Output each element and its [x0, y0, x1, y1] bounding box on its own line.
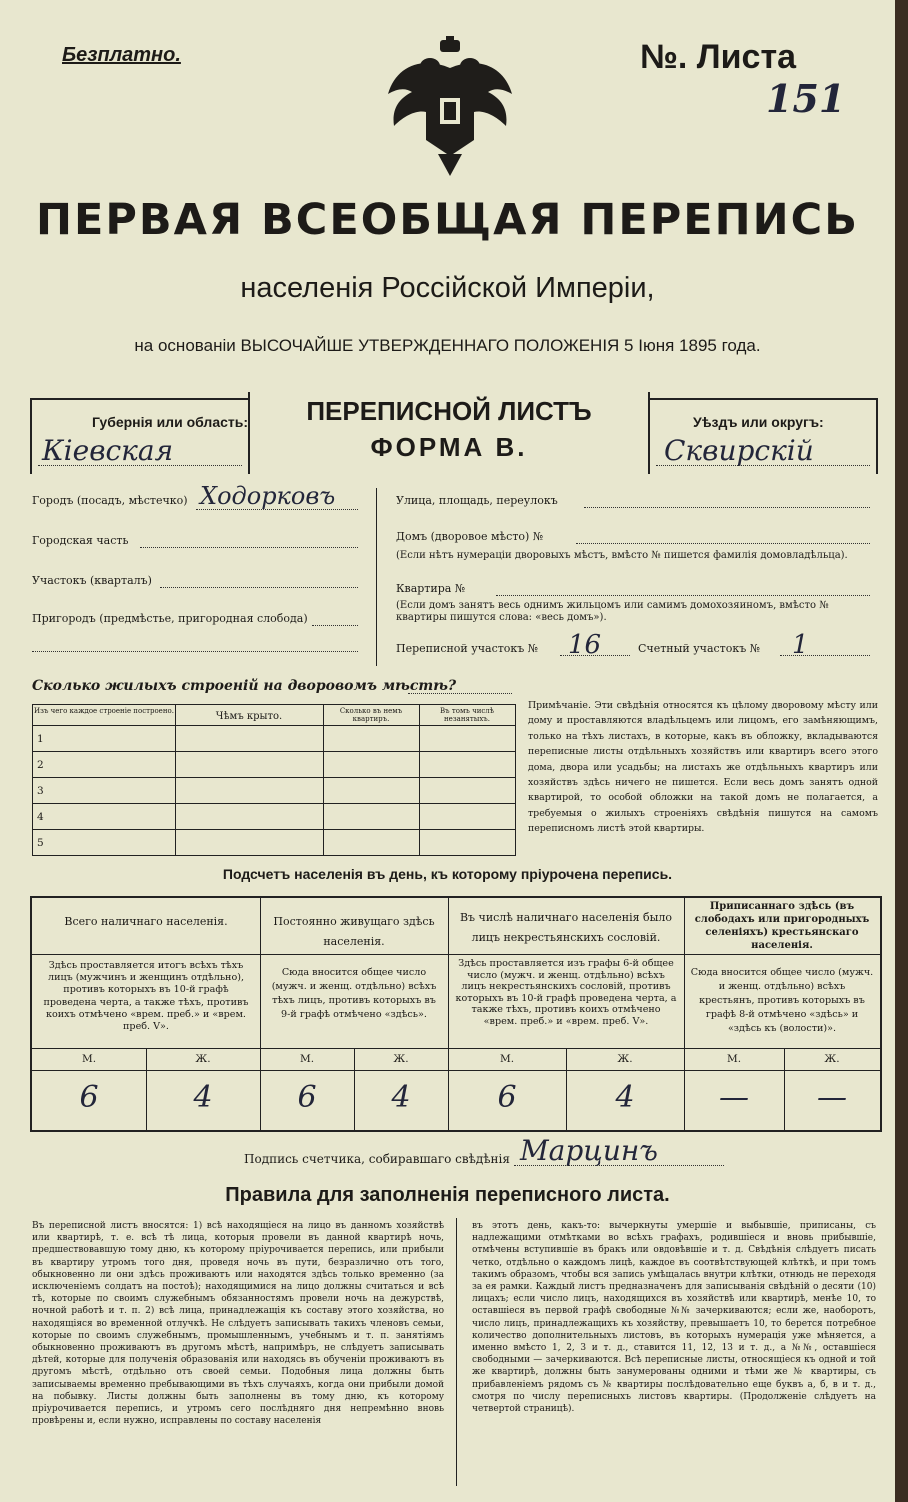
house-label: Домъ (дворовое мѣсто) № — [396, 530, 544, 543]
count-district-value: 1 — [792, 630, 809, 660]
enumerator-signature-label: Подпись счетчика, собиравшаго свѣдѣнія — [244, 1152, 510, 1166]
house-note: (Если нѣтъ нумераціи дворовыхъ мѣстъ, вмѣсто № пишется фамилія домовладѣльца). — [396, 550, 848, 561]
count-district-label: Счетный участокъ № — [638, 642, 761, 655]
population-count-title: Подсчетъ населенія въ день, къ которому пріурочена перепись. — [222, 866, 673, 882]
pop-sub-male: М. — [726, 1053, 742, 1065]
apartment-note: (Если домъ занятъ весь однимъ жильцомъ или самимъ домохозяиномъ, вмѣсто № квартиры пишутся слова: «весь домъ»). — [396, 600, 829, 623]
pop-col-registered-desc: Сюда вносится общее число (мужч. и женщ. отдѣльно) всѣхъ крестьянъ, противъ которыхъ въ графѣ 8-й отмѣчено «здѣсь» и «здѣсь къ (волости)». — [690, 967, 874, 1034]
uyezd-label: Уѣздъ или округъ: — [693, 414, 824, 430]
suburb-label: Пригородъ (предмѣстье, пригородная слобода) — [32, 612, 308, 625]
city-value: Ходорковъ — [200, 482, 336, 510]
rules-left-column: Въ переписной листъ вносятся: 1) всѣ находящіеся на лицо въ данномъ хозяйствѣ или квартирѣ, т. е. всѣ тѣ лица, которыя провели въ данной квартирѣ ночь, предшествовавшую тому дню, къ которому пріурочивается перепись, или прибыли въ квартиру утромъ того дня, проведя ночь въ пути, безразлично отъ того, обыкновенно ли они здѣсь проживаютъ или находятся здѣсь только временно (за исключеніемъ солдатъ на постоѣ); находящимися на лицо должны считаться и всѣ тѣ, которые по своимъ служебнымъ обязанностямъ провели ночь на дежурствѣ, ночной работѣ и т. п. 2) всѣ лица, принадлежащія къ составу этого хозяйства, но находящіяся во временной отлучкѣ. Не слѣдуетъ записывать такихъ членовъ семьи, которые по своимъ служебнымъ, промышленнымъ, учебнымъ и т. п. занятіямъ обыкновенно проживаютъ въ другомъ мѣстѣ, напримѣръ, не слѣдуетъ записывать дѣтей, которые для полученія образованія или находясь въ обученіи проживаютъ въ другомъ мѣстѣ, отдѣльно отъ своей семьи. Подобныя лица должны быть записываемы временно пребывающими въ тѣхъ случаяхъ, когда они прибыли домой на побывку. Листы должны быть заполнены въ тому дню, къ которому пріурочивается перепись, и утромъ сего послѣдняго дня непремѣнно вновь провѣрены и, если нужно, исправлены по составу населенія — [32, 1221, 444, 1427]
rules-title: Правила для заполненія переписного листа. — [225, 1184, 670, 1206]
census-district-label: Переписной участокъ № — [396, 642, 539, 655]
city-part-label: Городская часть — [32, 534, 129, 547]
buildings-table — [32, 704, 516, 856]
census-district-value: 16 — [568, 630, 602, 660]
pop-col-resident-desc: Сюда вносится общее число (мужч. и женщ. отдѣльно) всѣхъ тѣхъ лицъ, противъ которыхъ въ 9-й графѣ отмѣчено «здѣсь». — [271, 967, 437, 1020]
pop-sub-female: Ж. — [824, 1053, 840, 1065]
pop-sub-male: М. — [499, 1053, 515, 1065]
free-label: Безплатно. — [62, 44, 181, 66]
buildings-question: Сколько жилыхъ строеній на дворовомъ мѣстѣ? — [32, 678, 457, 694]
buildings-row-number: 5 — [37, 837, 44, 849]
pop-resident-male-value: 6 — [297, 1080, 317, 1115]
buildings-row-number: 2 — [37, 759, 44, 771]
pop-sub-female: Ж. — [195, 1053, 211, 1065]
population-table — [30, 896, 882, 1132]
form-title: ПЕРЕПИСНОЙ ЛИСТЪ — [306, 396, 592, 426]
province-value: Кіевская — [42, 434, 174, 467]
buildings-col-material: Изъ чего каждое строеніе построено. — [34, 707, 174, 715]
binding-edge — [895, 0, 908, 1502]
pop-present-male-value: 6 — [79, 1080, 99, 1115]
sheet-number-value: 151 — [766, 76, 846, 121]
pop-col-registered-header: Приписаннаго здѣсь (въ слободахъ или пригородныхъ селеніяхъ) крестьянскаго населенія. — [694, 901, 870, 951]
sheet-number-label: №. Листа — [640, 38, 797, 76]
double-eagle-emblem-icon — [382, 36, 518, 176]
basis-line: на основаніи ВЫСОЧАЙШЕ УТВЕРЖДЕННАГО ПОЛОЖЕНІЯ 5 Іюня 1895 года. — [134, 336, 761, 355]
apartment-label: Квартира № — [396, 582, 466, 595]
buildings-col-roof: Чѣмъ крыто. — [215, 711, 283, 722]
pop-col-present-header: Всего наличнаго населенія. — [64, 915, 228, 928]
pop-registered-female-value: — — [817, 1080, 847, 1115]
buildings-row-number: 3 — [37, 785, 44, 797]
pop-col-resident-header: Постоянно живущаго здѣсь населенія. — [273, 915, 435, 948]
pop-sub-male: М. — [299, 1053, 315, 1065]
subtitle: населенія Россійской Имперіи, — [240, 272, 655, 304]
pop-col-nonpeasant-desc: Здѣсь проставляется изъ графы 6-й общее число (мужч. и женщ. отдѣльно) всѣхъ лицъ некрестьянскихъ сословій, противъ которыхъ въ 10-й графѣ проведена черта, а также тѣхъ, противъ коихъ отмѣчено «врем. преб.» и «врем. преб. V». — [455, 958, 677, 1027]
street-label: Улица, площадь, переулокъ — [396, 494, 558, 507]
buildings-col-uninhabited: Въ томъ числѣ незанятыхъ. — [440, 707, 494, 723]
main-title: ПЕРВАЯ ВСЕОБЩАЯ ПЕРЕПИСЬ — [36, 195, 859, 245]
pop-sub-female: Ж. — [393, 1053, 409, 1065]
form-letter: ФОРМА В. — [370, 432, 528, 462]
pop-sub-female: Ж. — [617, 1053, 633, 1065]
pop-nonpeasant-female-value: 4 — [615, 1080, 635, 1115]
pop-registered-male-value: — — [719, 1080, 749, 1115]
uyezd-value: Сквирскій — [664, 434, 814, 467]
pop-resident-female-value: 4 — [391, 1080, 411, 1115]
precinct-label: Участокъ (кварталъ) — [32, 574, 152, 587]
pop-col-nonpeasant-header: Въ числѣ наличнаго населенія было лицъ некрестьянскихъ сословій. — [459, 911, 673, 944]
buildings-row-number: 1 — [37, 733, 44, 745]
province-label: Губернія или область: — [92, 414, 249, 430]
pop-present-female-value: 4 — [193, 1080, 213, 1115]
buildings-col-apartments: Сколько въ немъ квартиръ. — [339, 707, 403, 723]
pop-col-present-desc: Здѣсь проставляется итогъ всѣхъ тѣхъ лицъ (мужчинъ и женщинъ отдѣльно), противъ которыхъ въ 10-й графѣ проведена черта, а также тѣхъ, противъ коихъ отмѣчено «врем. преб.» и «врем. преб. V». — [43, 960, 249, 1033]
pop-sub-male: М. — [81, 1053, 97, 1065]
pop-nonpeasant-male-value: 6 — [497, 1080, 517, 1115]
city-label: Городъ (посадъ, мѣстечко) — [32, 494, 188, 507]
buildings-row-number: 4 — [37, 811, 44, 823]
rules-right-column: въ этотъ день, какъ-то: вычеркнуты умершіе и выбывшіе, приписаны, съ надлежащими отмѣтками во всѣхъ графахъ, родившіеся и вновь прибывшіе, отмѣчены вступившіе въ бракъ или овдовѣвшіе и т. д. Свѣдѣнія слѣдуетъ писать четко, отдѣльно о каждомъ лицѣ, каждое въ соотвѣтствующей клѣткѣ, и при томъ такимъ образомъ, чтобы вся запись умѣщалась внутри клѣтки, отнюдь не переходя за ея рамки. Каждый листъ предназначенъ для записыванія свѣдѣній о десяти (10) лицахъ; если число лицъ, находящихся въ хозяйствѣ или квартирѣ, менѣе 10, то оставшіеся въ первой графѣ свободные №№ зачеркиваются; если же, наоборотъ, число лицъ, принадлежащихъ къ хозяйству, превышаетъ 10, то берется потребное количество дополнительныхъ листовъ, въ которыхъ нумерація уже мѣняется, а именно вмѣсто 1, 2, 3 и т. д., ставится 11, 12, 13 и т. д., а №№, оставшіеся свободными — зачеркиваются. Всѣ переписные листы, относящіеся къ одной и той же квартирѣ, должны быть занумерованы одними и тѣми же № квартиры, съ прибавленіемъ рядомъ съ № квартиры послѣдовательно еще буквъ а, б, в и т. д., смотря по числу переписныхъ листовъ квартиры. (Продолженіе слѣдуетъ на четвертой страницѣ). — [472, 1221, 876, 1415]
enumerator-signature: Марцинъ — [520, 1134, 658, 1167]
note-paragraph: Примѣчаніе. Эти свѣдѣнія относятся къ цѣлому дворовому мѣсту или дому и проставляются владѣльцемъ или лицомъ, его замѣняющимъ, только на тѣхъ листахъ, в которые, какъ въ обложку, вкладываются переписные листы отдѣльныхъ хозяйствъ или квартиръ всего этого дома, двора или усадьбы; на листахъ же отдѣльныхъ квартиръ или хозяйствъ здѣсь ничего не пишется. Если весь домъ занятъ одной квартирой, то особой обложки на такой домъ не полагается, а требуемыя о жилыхъ строеніяхъ свѣдѣнія пишутся на самомъ переписномъ листѣ этой квартиры. — [528, 700, 878, 835]
